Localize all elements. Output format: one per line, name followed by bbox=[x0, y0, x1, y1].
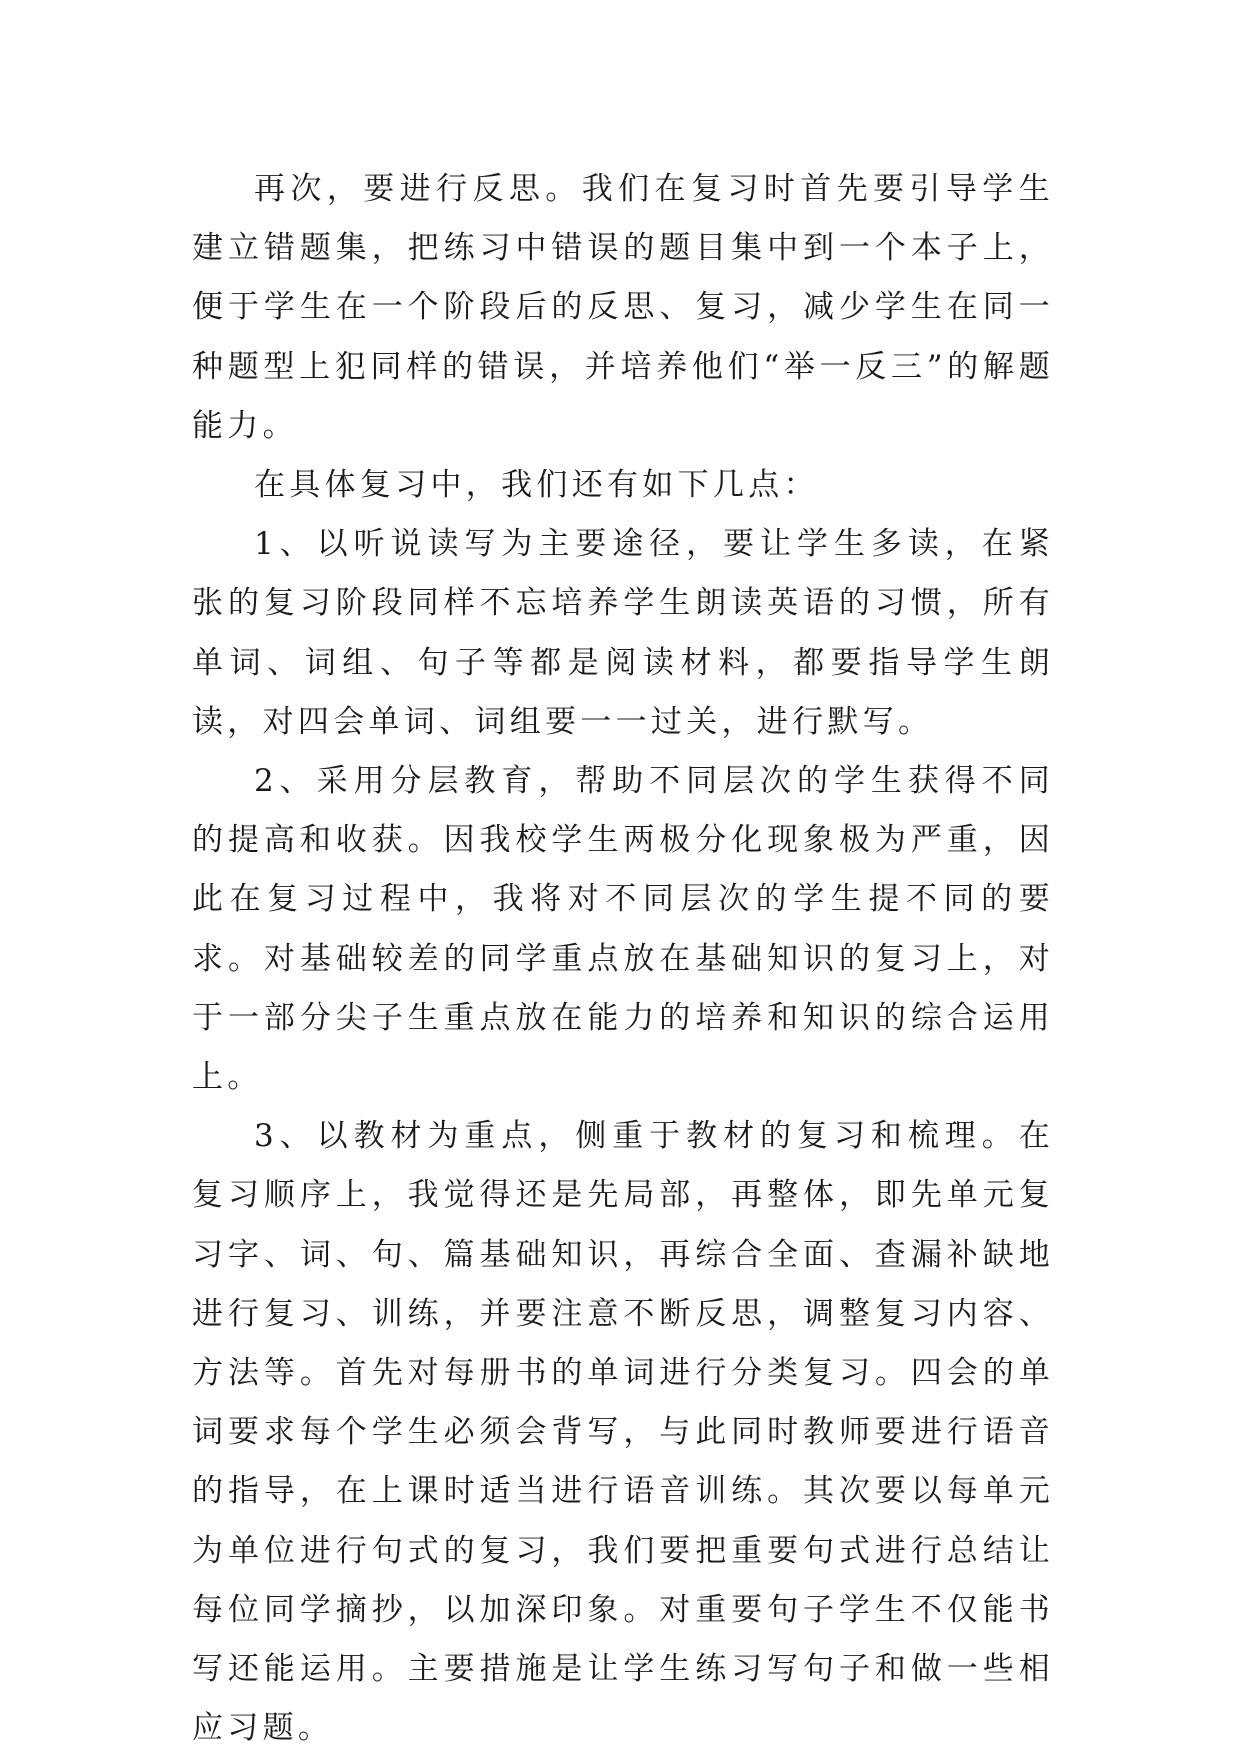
paragraph-reflection: 再次，要进行反思。我们在复习时首先要引导学生建立错题集，把练习中错误的题目集中到一个本子上，便于学生在一个阶段后的反思、复习，减少学生在同一种题型上犯同样的错误，并培养他们“举一反三”的解题能力。 bbox=[192, 171, 1054, 444]
document-page bbox=[192, 160, 1054, 1758]
paragraph-intro-points: 在具体复习中，我们还有如下几点： bbox=[254, 467, 819, 504]
paragraph-point-1: 1、以听说读写为主要途径，要让学生多读，在紧张的复习阶段同样不忘培养学生朗读英语的习惯，所有单词、词组、句子等都是阅读材料，都要指导学生朗读，对四会单词、词组要一一过关，进行默写。 bbox=[192, 526, 1054, 740]
paragraph-point-2: 2、采用分层教育，帮助不同层次的学生获得不同的提高和收获。因我校学生两极分化现象极为严重，因此在复习过程中，我将对不同层次的学生提不同的要求。对基础较差的同学重点放在基础知识的复习上，对于一部分尖子生重点放在能力的培养和知识的综合运用上。 bbox=[192, 763, 1054, 1096]
paragraph-point-3: 3、以教材为重点，侧重于教材的复习和梳理。在复习顺序上，我觉得还是先局部，再整体，即先单元复习字、词、句、篇基础知识，再综合全面、查漏补缺地进行复习、训练，并要注意不断反思，调整复习内容、方法等。首先对每册书的单词进行分类复习。四会的单词要求每个学生必须会背写，与此同时教师要进行语音的指导，在上课时适当进行语音训练。其次要以每单元为单位进行句式的复习，我们要把重要句式进行总结让每位同学摘抄，以加深印象。对重要句子学生不仅能书写还能运用。主要措施是让学生练习写句子和做一些相应习题。 bbox=[192, 1118, 1054, 1747]
